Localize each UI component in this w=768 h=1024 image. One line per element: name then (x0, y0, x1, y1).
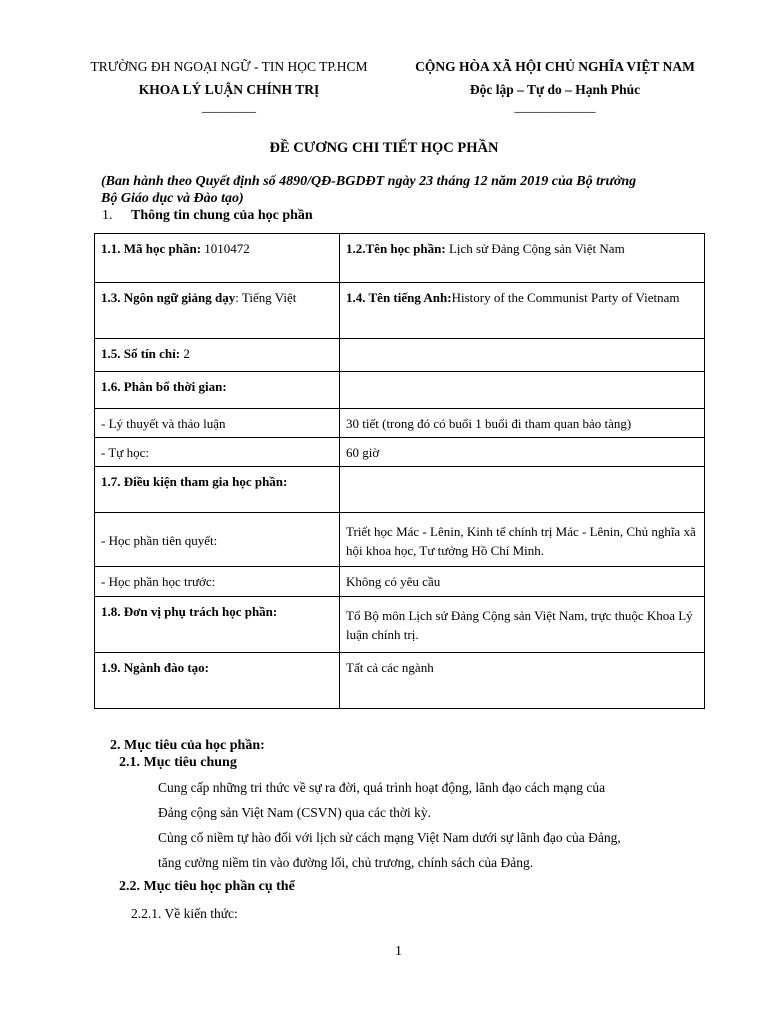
language-label: 1.3. Ngôn ngữ giảng dạy (101, 290, 236, 305)
table-row (95, 467, 705, 513)
section-2-2-title: 2.2. Mục tiêu học phần cụ thể (119, 879, 295, 894)
section-2-title: 2. Mục tiêu của học phần: (110, 738, 265, 753)
training-major-label: 1.9. Ngành đào tạo: (101, 660, 209, 675)
table-cell (340, 409, 705, 438)
right-header-rule: ____________ (514, 99, 596, 114)
page-number: 1 (395, 944, 402, 959)
paragraph-2-line-1: Củng cố niềm tự hào đối với lịch sử cách mạng Việt Nam dưới sự lãnh đạo của Đảng, (158, 830, 621, 845)
table-row (95, 372, 705, 409)
table-cell (95, 653, 340, 709)
unit-in-charge-value: Tổ Bộ môn Lịch sử Đảng Cộng sản Việt Nam, trực thuộc Khoa Lý luận chính trị. (346, 608, 693, 642)
paragraph-1-line-1: Cung cấp những tri thức về sự ra đời, quá trình hoạt động, lãnh đạo cách mạng của (158, 780, 606, 795)
prerequisite-value: Triết học Mác - Lênin, Kinh tế chính trị Mác - Lênin, Chủ nghĩa xã hội khoa học, Tư tưởng Hồ Chí Minh. (346, 523, 696, 558)
paragraph-2-line-2: tăng cường niềm tin vào đường lối, chủ trương, chính sách của Đảng. (158, 855, 534, 870)
theory-value: 30 tiết (trong đó có buổi 1 buổi đi tham quan bảo tàng) (346, 416, 632, 431)
english-name-label: 1.4. Tên tiếng Anh: (346, 290, 452, 305)
section-1-title: Thông tin chung của học phần (131, 208, 313, 223)
course-info-table (94, 233, 705, 709)
course-code-value: 1010472 (201, 241, 250, 256)
training-major-value: Tất cả các ngành (346, 660, 434, 675)
table-cell (95, 409, 340, 438)
theory-label: - Lý thuyết và thảo luận (101, 416, 226, 431)
language-value: : Tiếng Việt (235, 290, 297, 305)
credits-value: 2 (180, 346, 190, 361)
table-cell (95, 467, 340, 513)
prerequisite-conditions-label: 1.7. Điều kiện tham gia học phần: (101, 474, 288, 489)
time-allocation-label: 1.6. Phân bổ thời gian: (101, 379, 227, 394)
section-2-1-title: 2.1. Mục tiêu chung (119, 755, 237, 770)
table-cell (340, 653, 705, 709)
self-study-value: 60 giờ (346, 445, 380, 460)
course-name-label: 1.2.Tên học phần: (346, 241, 446, 256)
table-cell (340, 567, 705, 597)
table-row (95, 409, 705, 438)
course-name-value: Lịch sử Đảng Cộng sản Việt Nam (445, 241, 625, 256)
document-title: ĐỀ CƯƠNG CHI TIẾT HỌC PHẦN (269, 140, 499, 156)
table-cell (340, 597, 705, 653)
faculty-name: KHOA LÝ LUẬN CHÍNH TRỊ (138, 82, 320, 97)
section-1-number: 1. (102, 208, 113, 223)
self-study-label: - Tự học: (101, 445, 149, 460)
table-row (95, 513, 705, 567)
table-cell (340, 234, 705, 283)
table-cell (340, 467, 705, 513)
credits-label: 1.5. Số tín chỉ: (101, 346, 181, 361)
unit-in-charge-label: 1.8. Đơn vị phụ trách học phần: (101, 604, 278, 619)
table-cell (340, 513, 705, 567)
table-row (95, 653, 705, 709)
table-row (95, 438, 705, 467)
decree-line-1: (Ban hành theo Quyết định số 4890/QĐ-BGDĐT ngày 23 tháng 12 năm 2019 của Bộ trưởng (101, 174, 637, 189)
section-2-2-1-title: 2.2.1. Về kiến thức: (131, 906, 238, 921)
table-row (95, 597, 705, 653)
left-header-rule: ________ (202, 99, 256, 114)
table-cell (95, 234, 340, 283)
school-name: TRƯỜNG ĐH NGOẠI NGỮ - TIN HỌC TP.HCM (90, 59, 368, 74)
national-motto: Độc lập – Tự do – Hạnh Phúc (469, 82, 641, 97)
table-row (95, 339, 705, 372)
table-cell (95, 372, 340, 409)
table-row (95, 567, 705, 597)
course-code-label: 1.1. Mã học phần: (101, 241, 202, 256)
table-cell (95, 339, 340, 372)
table-cell (95, 513, 340, 567)
table-cell (340, 372, 705, 409)
table-cell (95, 438, 340, 467)
english-name-value: History of the Communist Party of Vietnam (451, 290, 680, 305)
prerequisite-label: - Học phần tiên quyết: (101, 532, 218, 548)
prior-course-value: Không có yêu cầu (346, 574, 441, 589)
table-cell (95, 283, 340, 339)
table-cell (95, 567, 340, 597)
decree-line-2: Bộ Giáo dục và Đào tạo) (101, 191, 244, 206)
table-cell (340, 438, 705, 467)
table-cell (95, 597, 340, 653)
table-row (95, 283, 705, 339)
table-cell (340, 339, 705, 372)
paragraph-1-line-2: Đảng cộng sản Việt Nam (CSVN) qua các thời kỳ. (158, 805, 432, 820)
republic-title: CỘNG HÒA XÃ HỘI CHỦ NGHĨA VIỆT NAM (415, 59, 695, 74)
prior-course-label: - Học phần học trước: (101, 574, 216, 589)
table-row (95, 234, 705, 283)
table-cell (340, 283, 705, 339)
